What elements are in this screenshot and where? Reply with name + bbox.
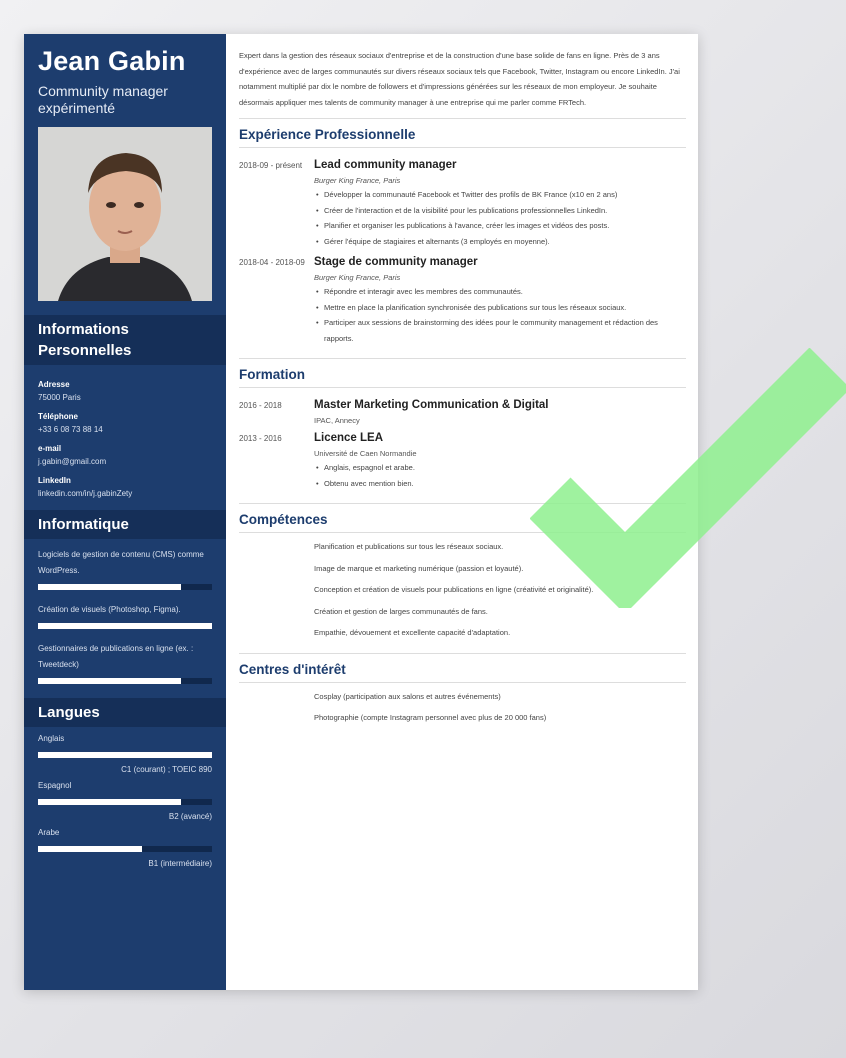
interests-heading: Centres d'intérêt — [239, 653, 686, 683]
resume-main — [226, 34, 698, 990]
skill-bar-fill — [38, 678, 181, 684]
language-level: C1 (courant) ; TOEIC 890 — [121, 765, 212, 774]
bullet-item: • Obtenu avec mention bien. — [324, 476, 686, 492]
entry-date: 2013 - 2016 — [239, 434, 282, 443]
experience-heading: Expérience Professionnelle — [239, 118, 686, 148]
info-item — [38, 380, 212, 402]
entry-company: Burger King France, Paris — [314, 176, 401, 185]
language-bar — [38, 799, 212, 805]
info-label: Téléphone — [38, 412, 79, 421]
bullet-item: • Répondre et interagir avec les membres des communautés. — [324, 284, 686, 300]
it-skill — [24, 641, 226, 684]
info-value: 75000 Paris — [38, 393, 81, 402]
it-skill — [24, 547, 226, 590]
resume-page — [24, 34, 698, 990]
skill-bar — [38, 584, 212, 590]
interest-item: Cosplay (participation aux salons et autres événements) — [314, 691, 501, 701]
interest-item: Photographie (compte Instagram personnel avec plus de 20 000 fans) — [314, 713, 547, 722]
personal-info-heading: Informations Personnelles — [24, 315, 226, 365]
entry-date: 2018-09 - présent — [239, 161, 303, 170]
bullet-item: • Participer aux sessions de brainstorming des idées pour le community management et rédaction des rapports. — [324, 315, 686, 346]
languages-heading: Langues — [24, 698, 226, 727]
language-bar-fill — [38, 799, 181, 805]
language-item — [24, 778, 226, 821]
skills-heading: Compétences — [239, 503, 686, 533]
candidate-role: Community manager expérimenté — [38, 83, 168, 116]
entry-title: Master Marketing Communication & Digital — [314, 399, 549, 411]
language-item — [24, 731, 226, 774]
personal-info — [24, 365, 226, 498]
entry-title: Licence LEA — [314, 432, 384, 444]
it-skill — [24, 602, 226, 629]
language-level: B2 (avancé) — [168, 812, 212, 821]
skill-label: Logiciels de gestion de contenu (CMS) comme WordPress. — [38, 550, 204, 575]
entry-school: IPAC, Annecy — [314, 416, 360, 425]
info-label: Adresse — [38, 380, 70, 389]
language-name: Espagnol — [38, 781, 72, 790]
language-name: Arabe — [38, 828, 60, 837]
education-heading: Formation — [239, 358, 686, 388]
entry-bullets — [314, 284, 686, 346]
skill-item: Image de marque et marketing numérique (passion et loyauté). — [314, 563, 524, 573]
skills-list — [314, 539, 686, 641]
skill-bar-fill — [38, 584, 181, 590]
education-entry — [239, 398, 686, 425]
skill-item: Planification et publications sur tous les réseaux sociaux. — [314, 542, 504, 551]
profile-summary: Expert dans la gestion des réseaux sociaux d'entreprise et de la construction d'une base solide de fans en ligne. Près de 3 ans d'expérience avec de larges communautés sur divers réseaux sociaux tels que Facebook, Twitter, Instagram ou encore LinkedIn. J'ai notamment multiplié par dix le nombre de followers et d'impressions générées sur les réseaux de mon employeur. Je souhaite désormais appliquer mes talents de community manager à une entreprise qui me parler comme FRTech. — [239, 51, 680, 107]
experience-entry — [239, 255, 686, 346]
language-bar-fill — [38, 846, 142, 852]
entry-title: Stage de community manager — [314, 256, 478, 268]
entry-bullets — [314, 460, 686, 491]
resume-sidebar — [24, 34, 226, 990]
language-bar-fill — [38, 752, 212, 758]
info-value: j.gabin@gmail.com — [38, 457, 107, 466]
bullet-item: • Gérer l'équipe de stagiaires et alternants (3 employés en moyenne). — [324, 234, 686, 250]
bullet-item: • Anglais, espagnol et arabe. — [324, 460, 686, 476]
profile-photo — [38, 127, 212, 301]
skill-bar-fill — [38, 623, 212, 629]
experience-entry — [239, 158, 686, 249]
skill-bar — [38, 678, 212, 684]
it-heading: Informatique — [24, 510, 226, 539]
bullet-item: • Planifier et organiser les publications à l'avance, créer les images et vidéos des posts. — [324, 218, 686, 234]
entry-date: 2016 - 2018 — [239, 401, 282, 410]
entry-date: 2018-04 - 2018-09 — [239, 258, 305, 267]
info-item — [38, 444, 212, 466]
entry-title: Lead community manager — [314, 159, 457, 171]
info-item — [38, 412, 212, 434]
language-level: B1 (intermédiaire) — [148, 859, 212, 868]
info-value: +33 6 08 73 88 14 — [38, 425, 103, 434]
interests-list — [314, 689, 686, 726]
entry-bullets — [314, 187, 686, 249]
entry-company: Burger King France, Paris — [314, 273, 401, 282]
entry-school: Université de Caen Normandie — [314, 449, 417, 458]
education-entry — [239, 431, 686, 491]
skill-label: Gestionnaires de publications en ligne (ex. : Tweetdeck) — [38, 644, 194, 669]
skill-label: Création de visuels (Photoshop, Figma). — [38, 605, 181, 614]
language-item — [24, 825, 226, 868]
bullet-item: • Créer de l'interaction et de la visibilité pour les publications professionnelles LinkedIn. — [324, 203, 686, 219]
language-bar — [38, 752, 212, 758]
info-label: e-mail — [38, 444, 62, 453]
bullet-item: • Mettre en place la planification synchronisée des publications sur tous les réseaux sociaux. — [324, 300, 686, 316]
skill-bar — [38, 623, 212, 629]
info-value: linkedin.com/in/j.gabinZety — [38, 489, 133, 498]
language-bar — [38, 846, 212, 852]
language-name: Anglais — [38, 734, 65, 743]
skill-item: Empathie, dévouement et excellente capacité d'adaptation. — [314, 628, 511, 637]
skill-item: Création et gestion de larges communautés de fans. — [314, 606, 488, 616]
skill-item: Conception et création de visuels pour publications en ligne (créativité et originalité). — [314, 585, 594, 594]
bullet-item: • Développer la communauté Facebook et Twitter des profils de BK France (x10 en 2 ans) — [324, 187, 686, 203]
candidate-name: Jean Gabin — [38, 46, 186, 76]
info-label: LinkedIn — [38, 476, 71, 485]
info-item — [38, 476, 212, 498]
